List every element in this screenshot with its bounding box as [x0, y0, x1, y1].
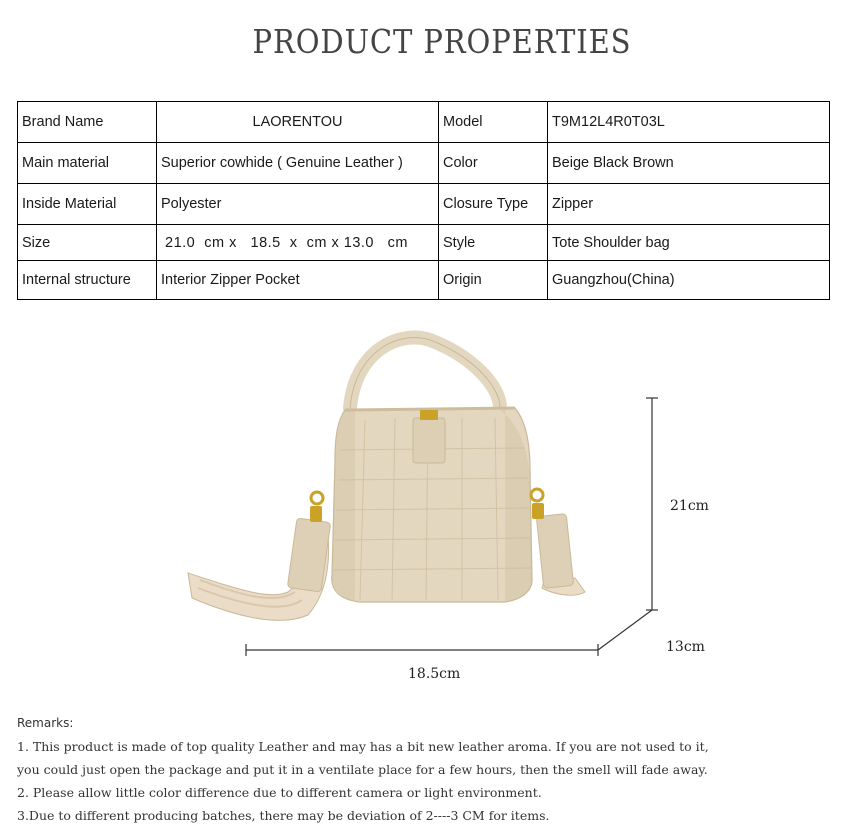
size-unit-3: cm: [387, 234, 408, 251]
model-value: T9M12L4R0T03L: [548, 102, 830, 143]
structure-label: Internal structure: [18, 261, 157, 300]
closure-label: Closure Type: [439, 184, 548, 225]
remark-line: 1. This product is made of top quality Leather and may has a bit new leather aroma. If you are not used to it,: [17, 739, 709, 754]
remark-line: 3.Due to different producing batches, there may be deviation of 2----3 CM for items.: [17, 808, 550, 823]
remark-line: 2. Please allow little color difference due to different camera or light environment.: [17, 785, 542, 800]
brand-value: LAORENTOU: [157, 102, 439, 143]
structure-value: Interior Zipper Pocket: [157, 261, 439, 300]
remarks-heading: Remarks:: [17, 716, 74, 730]
clasp-hardware: [420, 410, 438, 420]
size-depth: 13.0: [343, 234, 374, 251]
remark-line: you could just open the package and put it in a ventilate place for a few hours, then the smell will fade away.: [17, 762, 708, 777]
size-x: x: [289, 234, 298, 251]
origin-value: Guangzhou(China): [548, 261, 830, 300]
inside-material-value: Polyester: [157, 184, 439, 225]
closure-tab: [413, 418, 445, 463]
material-label: Main material: [18, 143, 157, 184]
height-dimension-label: 21cm: [670, 498, 709, 514]
table-row: [18, 102, 830, 143]
right-ring: [531, 489, 543, 501]
properties-table: [17, 101, 830, 300]
size-height: 21.0: [165, 234, 196, 251]
remarks-section: [17, 712, 837, 827]
table-row: [18, 184, 830, 225]
page-title: PRODUCT PROPERTIES: [252, 22, 632, 61]
product-figure: [180, 330, 740, 690]
size-label: Size: [18, 225, 157, 261]
right-strap-pad: [536, 514, 573, 589]
style-value: Tote Shoulder bag: [548, 225, 830, 261]
bag-illustration: [180, 330, 740, 690]
table-row: [18, 225, 830, 261]
closure-value: Zipper: [548, 184, 830, 225]
origin-label: Origin: [439, 261, 548, 300]
width-dimension-label: 18.5cm: [408, 666, 461, 682]
depth-dimension-label: 13cm: [666, 639, 705, 655]
size-value: [157, 225, 439, 261]
material-value: Superior cowhide ( Genuine Leather ): [157, 143, 439, 184]
table-row: [18, 261, 830, 300]
size-unit-2: cm x: [306, 234, 340, 251]
color-label: Color: [439, 143, 548, 184]
style-label: Style: [439, 225, 548, 261]
bag-handle: [350, 338, 500, 408]
size-unit-1: cm x: [204, 234, 237, 251]
inside-material-label: Inside Material: [18, 184, 157, 225]
size-width: 18.5: [250, 234, 281, 251]
left-ring: [311, 492, 323, 504]
brand-label: Brand Name: [18, 102, 157, 143]
model-label: Model: [439, 102, 548, 143]
table-row: [18, 143, 830, 184]
color-value: Beige Black Brown: [548, 143, 830, 184]
